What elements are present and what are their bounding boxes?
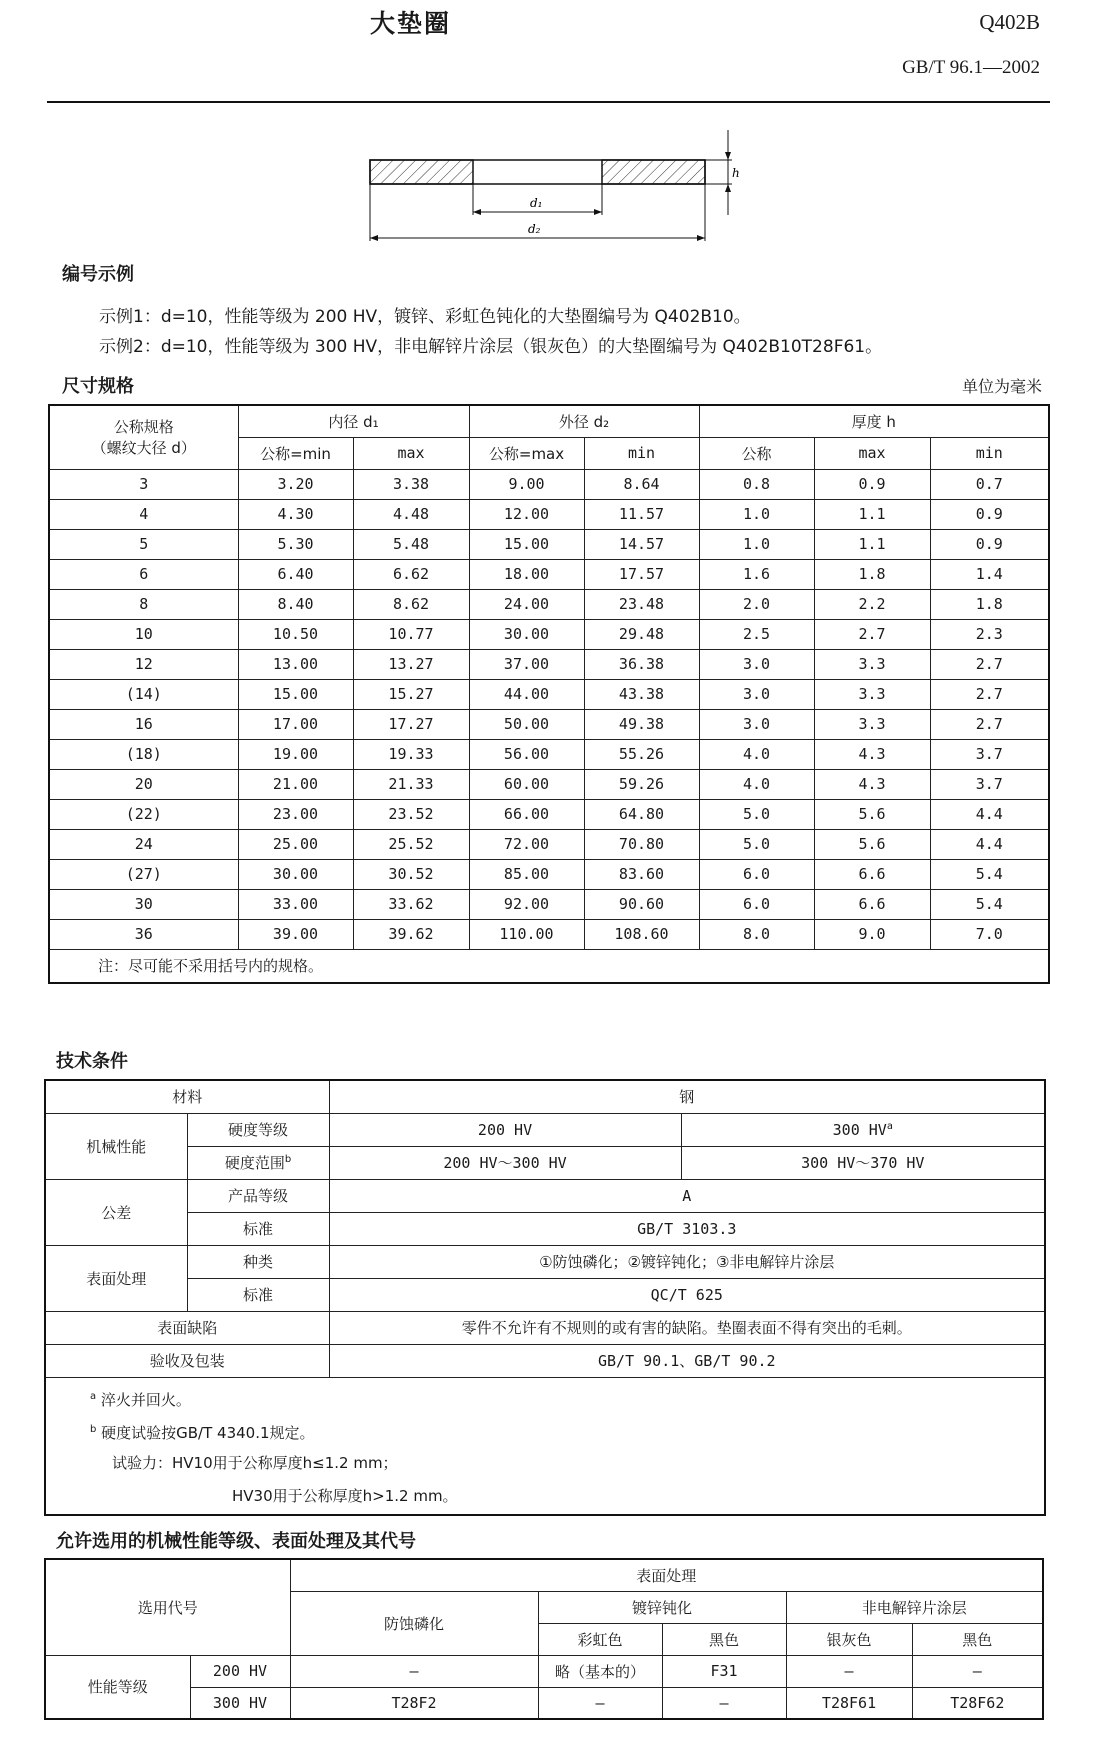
option-cell: —: [912, 1655, 1043, 1687]
table-cell: 8: [49, 589, 238, 619]
table-cell: 23.52: [353, 799, 469, 829]
grade-cell: 300 HV: [190, 1687, 290, 1719]
sub-header: min: [584, 437, 699, 469]
example-line-2: 示例2：d=10，性能等级为 300 HV，非电解锌片涂层（银灰色）的大垫圈编号为 Q402B10T28F61。: [99, 337, 883, 357]
table-cell: 10.77: [353, 619, 469, 649]
table-cell: 0.8: [699, 469, 814, 499]
dimensions-table: [48, 404, 1050, 984]
table-cell: 15.00: [469, 529, 584, 559]
table-cell: 3.3: [814, 649, 930, 679]
spec-header: 公称规格 （螺纹大径 d）: [49, 405, 238, 469]
table-cell: 14.57: [584, 529, 699, 559]
material-label: 材料: [45, 1080, 329, 1113]
table-cell: 5.0: [699, 799, 814, 829]
table-cell: 33.00: [238, 889, 353, 919]
table-cell: 85.00: [469, 859, 584, 889]
table-row: [49, 769, 1049, 799]
table-cell: 9.00: [469, 469, 584, 499]
surface-std-label: 标准: [187, 1278, 329, 1311]
table-cell: 1.0: [699, 529, 814, 559]
table-cell: 3.3: [814, 679, 930, 709]
table-cell: 6.0: [699, 859, 814, 889]
surface-kind-label: 种类: [187, 1245, 329, 1278]
standard-number: GB/T 96.1—2002: [902, 57, 1040, 78]
table-cell: 0.9: [814, 469, 930, 499]
table-cell: 2.7: [930, 709, 1049, 739]
table-cell: 0.9: [930, 499, 1049, 529]
table-cell: 6.40: [238, 559, 353, 589]
table-cell: 13.00: [238, 649, 353, 679]
table-cell: 7.0: [930, 919, 1049, 949]
option-cell: T28F62: [912, 1687, 1043, 1719]
defect-value: 零件不允许有不规则的或有害的缺陷。垫圈表面不得有突出的毛刺。: [329, 1311, 1045, 1344]
table-cell: 17.27: [353, 709, 469, 739]
material-value: 钢: [329, 1080, 1045, 1113]
table-cell: 70.80: [584, 829, 699, 859]
table-cell: 9.0: [814, 919, 930, 949]
tech-table: [44, 1079, 1046, 1516]
table-cell: 2.7: [930, 649, 1049, 679]
hardness-range-label: 硬度范围$^b$: [187, 1146, 329, 1179]
d2-header: 外径 d₂: [469, 405, 699, 437]
table-cell: 37.00: [469, 649, 584, 679]
table-cell: 19.00: [238, 739, 353, 769]
table-cell: (27): [49, 859, 238, 889]
table-row: [49, 619, 1049, 649]
d1-label: d₁: [530, 196, 543, 210]
hardness-grade-2: 300 $HV^a$: [681, 1113, 1045, 1146]
table-cell: 17.57: [584, 559, 699, 589]
table-cell: 6.0: [699, 889, 814, 919]
table-row: [49, 469, 1049, 499]
surface-std-value: QC/T 625: [329, 1278, 1045, 1311]
table-cell: 72.00: [469, 829, 584, 859]
option-cell: —: [290, 1655, 538, 1687]
table-cell: 50.00: [469, 709, 584, 739]
sub-header: max: [814, 437, 930, 469]
table-cell: 5.6: [814, 799, 930, 829]
table-row: [49, 649, 1049, 679]
table-cell: 6.62: [353, 559, 469, 589]
table-cell: 4.48: [353, 499, 469, 529]
option-cell: —: [662, 1687, 786, 1719]
table-cell: 2.3: [930, 619, 1049, 649]
table-row: [49, 829, 1049, 859]
table-cell: 3.0: [699, 709, 814, 739]
table-cell: 1.4: [930, 559, 1049, 589]
table-row: [49, 559, 1049, 589]
accept-value: GB/T 90.1、GB/T 90.2: [329, 1344, 1045, 1377]
hardness-range-2: 300 HV～370 HV: [681, 1146, 1045, 1179]
table-row: [49, 799, 1049, 829]
table-cell: 30: [49, 889, 238, 919]
table-cell: 2.7: [930, 679, 1049, 709]
options-table: [44, 1558, 1044, 1720]
footnote-b: 硬度试验按GB/T 4340.1规定。: [101, 1423, 315, 1442]
table-cell: 1.1: [814, 529, 930, 559]
option-cell: F31: [662, 1655, 786, 1687]
h-header: 厚度 h: [699, 405, 1049, 437]
table-cell: 39.00: [238, 919, 353, 949]
table-cell: 1.8: [814, 559, 930, 589]
tech-footnotes: $^a$ 淬火并回火。 $^b$ 硬度试验按GB/T 4340.1规定。 试验力：HV10用于公称厚度h≤1.2 mm； HV30用于公称厚度h>1.2 mm。: [45, 1377, 1045, 1515]
options-heading: 允许选用的机械性能等级、表面处理及其代号: [56, 1531, 416, 1552]
table-cell: 3.38: [353, 469, 469, 499]
h-label: h: [732, 166, 740, 180]
table-cell: 0.9: [930, 529, 1049, 559]
accept-label: 验收及包装: [45, 1344, 329, 1377]
table-cell: 5.4: [930, 889, 1049, 919]
tech-heading: 技术条件: [56, 1051, 128, 1072]
footnote-c: 试验力：HV10用于公称厚度h≤1.2 mm；: [112, 1453, 398, 1472]
sub-header: 公称=max: [469, 437, 584, 469]
hardness-grade-1: 200 HV: [329, 1113, 681, 1146]
table-cell: 36.38: [584, 649, 699, 679]
header-rule: [47, 101, 1050, 103]
table-cell: 20: [49, 769, 238, 799]
table-cell: 24: [49, 829, 238, 859]
grade-label: 性能等级: [45, 1655, 190, 1719]
d1-header: 内径 d₁: [238, 405, 469, 437]
table-cell: 30.52: [353, 859, 469, 889]
option-cell: —: [538, 1687, 662, 1719]
table-cell: 18.00: [469, 559, 584, 589]
table-cell: 39.62: [353, 919, 469, 949]
d2-label: d₂: [528, 222, 541, 236]
table-cell: 3.0: [699, 649, 814, 679]
tolerance-std-value: GB/T 3103.3: [329, 1212, 1045, 1245]
table-cell: 56.00: [469, 739, 584, 769]
washer-drawing: [360, 125, 750, 245]
option-cell: 略（基本的）: [538, 1655, 662, 1687]
table-cell: 12.00: [469, 499, 584, 529]
table-cell: 59.26: [584, 769, 699, 799]
table-cell: (22): [49, 799, 238, 829]
table-cell: 8.62: [353, 589, 469, 619]
table-cell: 33.62: [353, 889, 469, 919]
table-cell: 8.40: [238, 589, 353, 619]
table-cell: 1.6: [699, 559, 814, 589]
table-cell: 30.00: [238, 859, 353, 889]
unit-label: 单位为毫米: [961, 377, 1042, 396]
table-cell: 23.00: [238, 799, 353, 829]
table-cell: 30.00: [469, 619, 584, 649]
table-cell: 3.7: [930, 769, 1049, 799]
table-cell: 2.0: [699, 589, 814, 619]
example-heading: 编号示例: [62, 264, 134, 285]
table-cell: 108.60: [584, 919, 699, 949]
table-cell: 3.20: [238, 469, 353, 499]
option-cell: —: [786, 1655, 912, 1687]
table-cell: 19.33: [353, 739, 469, 769]
table-cell: 0.7: [930, 469, 1049, 499]
table-cell: 4.3: [814, 769, 930, 799]
table-cell: 6.6: [814, 889, 930, 919]
table-cell: 15.00: [238, 679, 353, 709]
table-cell: 4: [49, 499, 238, 529]
table-cell: 4.0: [699, 769, 814, 799]
table-cell: 2.7: [814, 619, 930, 649]
grade-cell: 200 HV: [190, 1655, 290, 1687]
washer-section-left: [370, 160, 473, 184]
zinc-header: 镀锌钝化: [538, 1591, 786, 1623]
table-cell: 55.26: [584, 739, 699, 769]
example-line-1: 示例1：d=10，性能等级为 200 HV，镀锌、彩虹色钝化的大垫圈编号为 Q402B10。: [99, 307, 751, 327]
black-header: 黑色: [912, 1623, 1043, 1655]
table-cell: 110.00: [469, 919, 584, 949]
table-row: [49, 919, 1049, 949]
table-row: [49, 529, 1049, 559]
table-cell: 25.00: [238, 829, 353, 859]
table-cell: 4.30: [238, 499, 353, 529]
table-cell: 16: [49, 709, 238, 739]
sub-header: min: [930, 437, 1049, 469]
sub-header: 公称=min: [238, 437, 353, 469]
rainbow-header: 彩虹色: [538, 1623, 662, 1655]
table-cell: 13.27: [353, 649, 469, 679]
footnote-a: 淬火并回火。: [100, 1390, 191, 1409]
table-cell: 3.0: [699, 679, 814, 709]
table-cell: 3.7: [930, 739, 1049, 769]
option-cell: T28F61: [786, 1687, 912, 1719]
tolerance-std-label: 标准: [187, 1212, 329, 1245]
table-cell: 17.00: [238, 709, 353, 739]
table-cell: 60.00: [469, 769, 584, 799]
table-cell: 1.0: [699, 499, 814, 529]
table-cell: 23.48: [584, 589, 699, 619]
table-cell: 66.00: [469, 799, 584, 829]
flake-header: 非电解锌片涂层: [786, 1591, 1043, 1623]
code-label: 选用代号: [45, 1559, 290, 1655]
table-cell: (18): [49, 739, 238, 769]
table-cell: 5.0: [699, 829, 814, 859]
table-row: [49, 679, 1049, 709]
table-cell: 4.4: [930, 829, 1049, 859]
tolerance-label: 公差: [45, 1179, 187, 1245]
table-cell: 12: [49, 649, 238, 679]
option-cell: T28F2: [290, 1687, 538, 1719]
table-cell: 24.00: [469, 589, 584, 619]
table-cell: 3.3: [814, 709, 930, 739]
table-cell: 15.27: [353, 679, 469, 709]
hardness-range-1: 200 HV～300 HV: [329, 1146, 681, 1179]
washer-section-right: [602, 160, 705, 184]
table-cell: 2.2: [814, 589, 930, 619]
table-cell: 92.00: [469, 889, 584, 919]
table-cell: 10.50: [238, 619, 353, 649]
table-cell: 11.57: [584, 499, 699, 529]
table-cell: 36: [49, 919, 238, 949]
defect-label: 表面缺陷: [45, 1311, 329, 1344]
table-cell: 64.80: [584, 799, 699, 829]
table-cell: 10: [49, 619, 238, 649]
part-code: Q402B: [979, 10, 1040, 34]
hardness-grade-label: 硬度等级: [187, 1113, 329, 1146]
table-row: [49, 589, 1049, 619]
table-cell: 1.1: [814, 499, 930, 529]
table-cell: 83.60: [584, 859, 699, 889]
sub-header: 公称: [699, 437, 814, 469]
table-cell: 5.30: [238, 529, 353, 559]
surface-treatment-header: 表面处理: [290, 1559, 1043, 1591]
table-cell: 21.33: [353, 769, 469, 799]
table-cell: 5: [49, 529, 238, 559]
table-cell: 90.60: [584, 889, 699, 919]
table-cell: 49.38: [584, 709, 699, 739]
table-cell: 3: [49, 469, 238, 499]
product-grade-label: 产品等级: [187, 1179, 329, 1212]
table-row: [49, 499, 1049, 529]
table-cell: 44.00: [469, 679, 584, 709]
table-cell: 8.0: [699, 919, 814, 949]
table-cell: 25.52: [353, 829, 469, 859]
mech-label: 机械性能: [45, 1113, 187, 1179]
table-cell: 8.64: [584, 469, 699, 499]
silver-header: 银灰色: [786, 1623, 912, 1655]
footnote-d: HV30用于公称厚度h>1.2 mm。: [232, 1486, 458, 1505]
table-row: [49, 739, 1049, 769]
table-cell: 6: [49, 559, 238, 589]
surface-label: 表面处理: [45, 1245, 187, 1311]
black-header: 黑色: [662, 1623, 786, 1655]
page-title: 大垫圈: [370, 9, 452, 38]
table-cell: 4.4: [930, 799, 1049, 829]
table-row: [49, 889, 1049, 919]
table-row: [49, 709, 1049, 739]
table-cell: (14): [49, 679, 238, 709]
phos-header: 防蚀磷化: [290, 1591, 538, 1655]
table-cell: 4.3: [814, 739, 930, 769]
table-cell: 6.6: [814, 859, 930, 889]
surface-kind-value: ①防蚀磷化；②镀锌钝化；③非电解锌片涂层: [329, 1245, 1045, 1278]
table-cell: 43.38: [584, 679, 699, 709]
table-cell: 5.4: [930, 859, 1049, 889]
table-cell: 5.48: [353, 529, 469, 559]
table-cell: 4.0: [699, 739, 814, 769]
table-row: [49, 859, 1049, 889]
dimensions-heading: 尺寸规格: [62, 376, 134, 397]
sub-header: max: [353, 437, 469, 469]
table-cell: 1.8: [930, 589, 1049, 619]
dimensions-note: 注：尽可能不采用括号内的规格。: [49, 949, 1049, 983]
table-cell: 29.48: [584, 619, 699, 649]
table-cell: 2.5: [699, 619, 814, 649]
table-cell: 5.6: [814, 829, 930, 859]
table-cell: 21.00: [238, 769, 353, 799]
product-grade-value: A: [329, 1179, 1045, 1212]
